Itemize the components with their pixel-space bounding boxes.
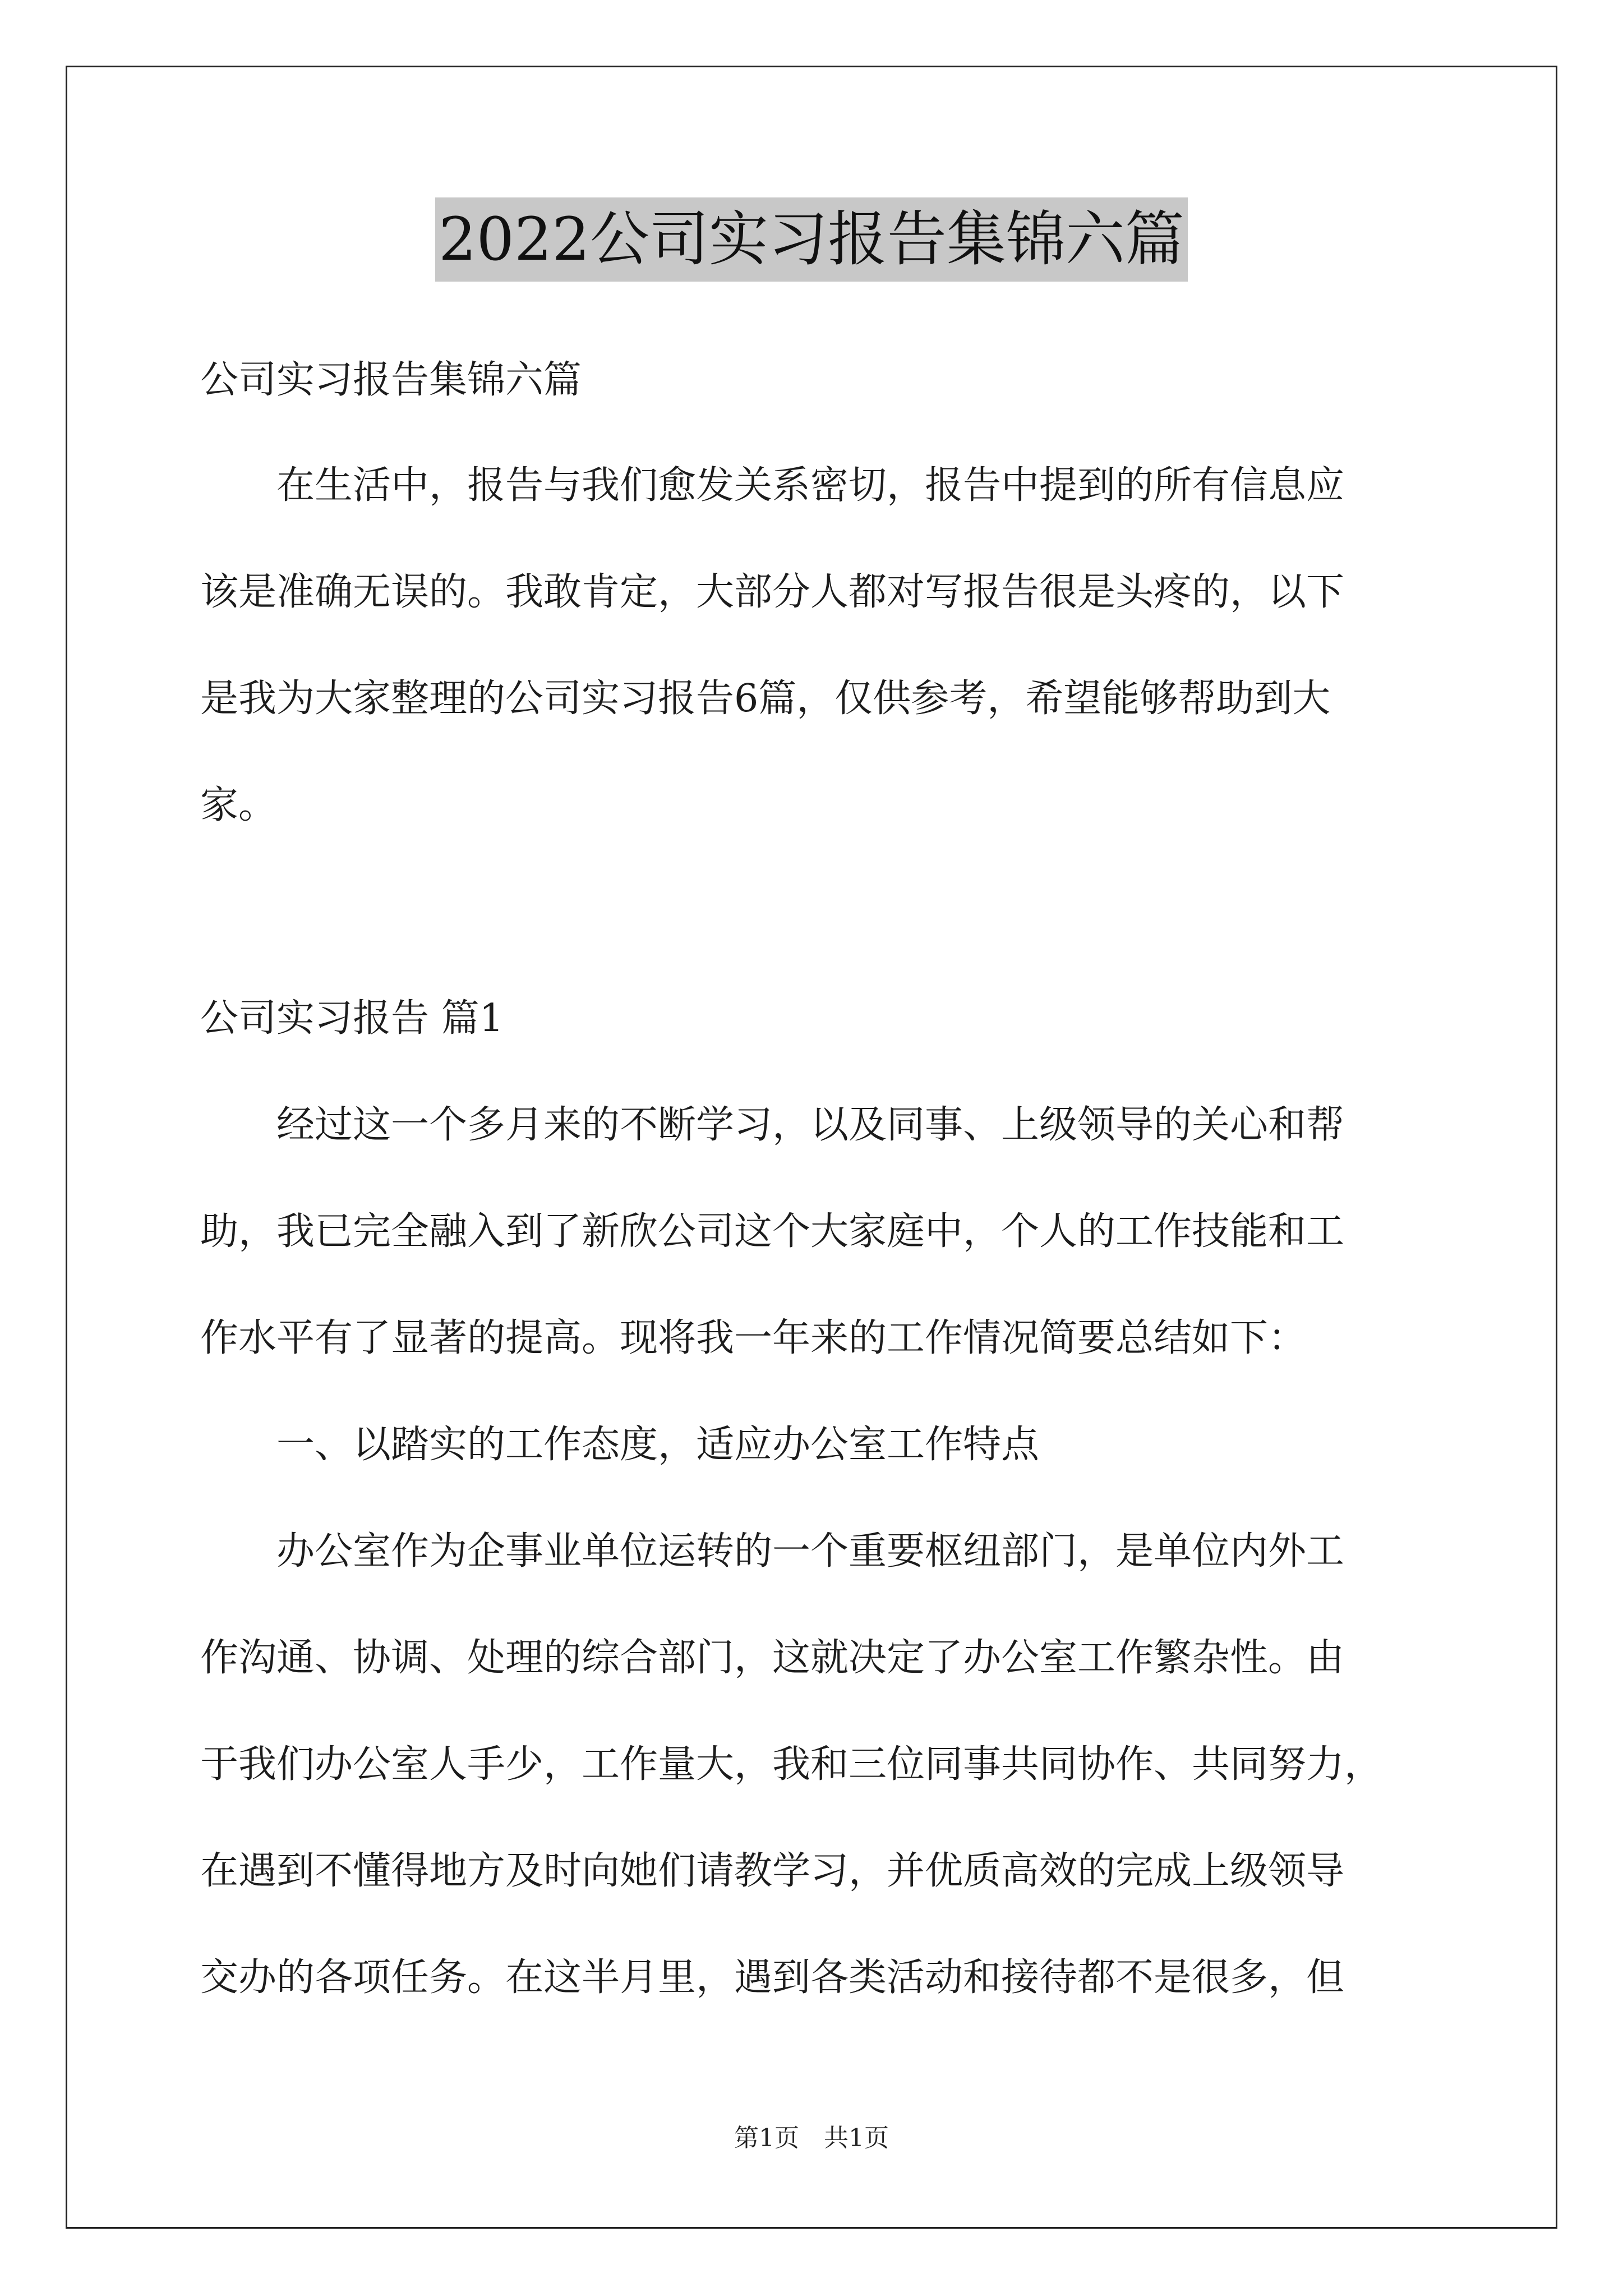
- paragraph-line: 交办的各项任务。在这半月里，遇到各类活动和接待都不是很多，但: [200, 1955, 1345, 2000]
- document-title[interactable]: 2022公司实习报告集锦六篇: [435, 197, 1188, 282]
- paragraph-line: 是我为大家整理的公司实习报告6篇，仅供参考，希望能够帮助到大: [200, 677, 1331, 721]
- paragraph-line: 该是准确无误的。我敢肯定，大部分人都对写报告很是头疼的，以下: [200, 570, 1345, 614]
- paragraph-line: 办公室作为企事业单位运转的一个重要枢纽部门，是单位内外工: [200, 1529, 1345, 1573]
- paragraph-line: 作水平有了显著的提高。现将我一年来的工作情况简要总结如下：: [200, 1316, 1307, 1360]
- paragraph-line: 经过这一个多月来的不断学习，以及同事、上级领导的关心和帮: [200, 1103, 1345, 1147]
- section-heading: 公司实习报告集锦六篇: [200, 358, 582, 402]
- paragraph-line: 在遇到不懂得地方及时向她们请教学习，并优质高效的完成上级领导: [200, 1849, 1345, 1893]
- paragraph-line: 在生活中，报告与我们愈发关系密切，报告中提到的所有信息应: [200, 463, 1345, 508]
- paragraph-line: 家。: [200, 783, 277, 827]
- paragraph-line: 作沟通、协调、处理的综合部门，这就决定了办公室工作繁杂性。由: [200, 1636, 1345, 1680]
- page-number-footer: 第1页 共1页: [734, 2124, 889, 2152]
- subheading-line: 一、以踏实的工作态度，适应办公室工作特点: [200, 1423, 1040, 1467]
- title-container: [0, 197, 1623, 282]
- section-heading: 公司实习报告 篇1: [200, 996, 504, 1041]
- paragraph-line: 于我们办公室人手少，工作量大，我和三位同事共同协作、共同努力，: [200, 1742, 1383, 1787]
- paragraph-line: 助，我已完全融入到了新欣公司这个大家庭中，个人的工作技能和工: [200, 1209, 1345, 1254]
